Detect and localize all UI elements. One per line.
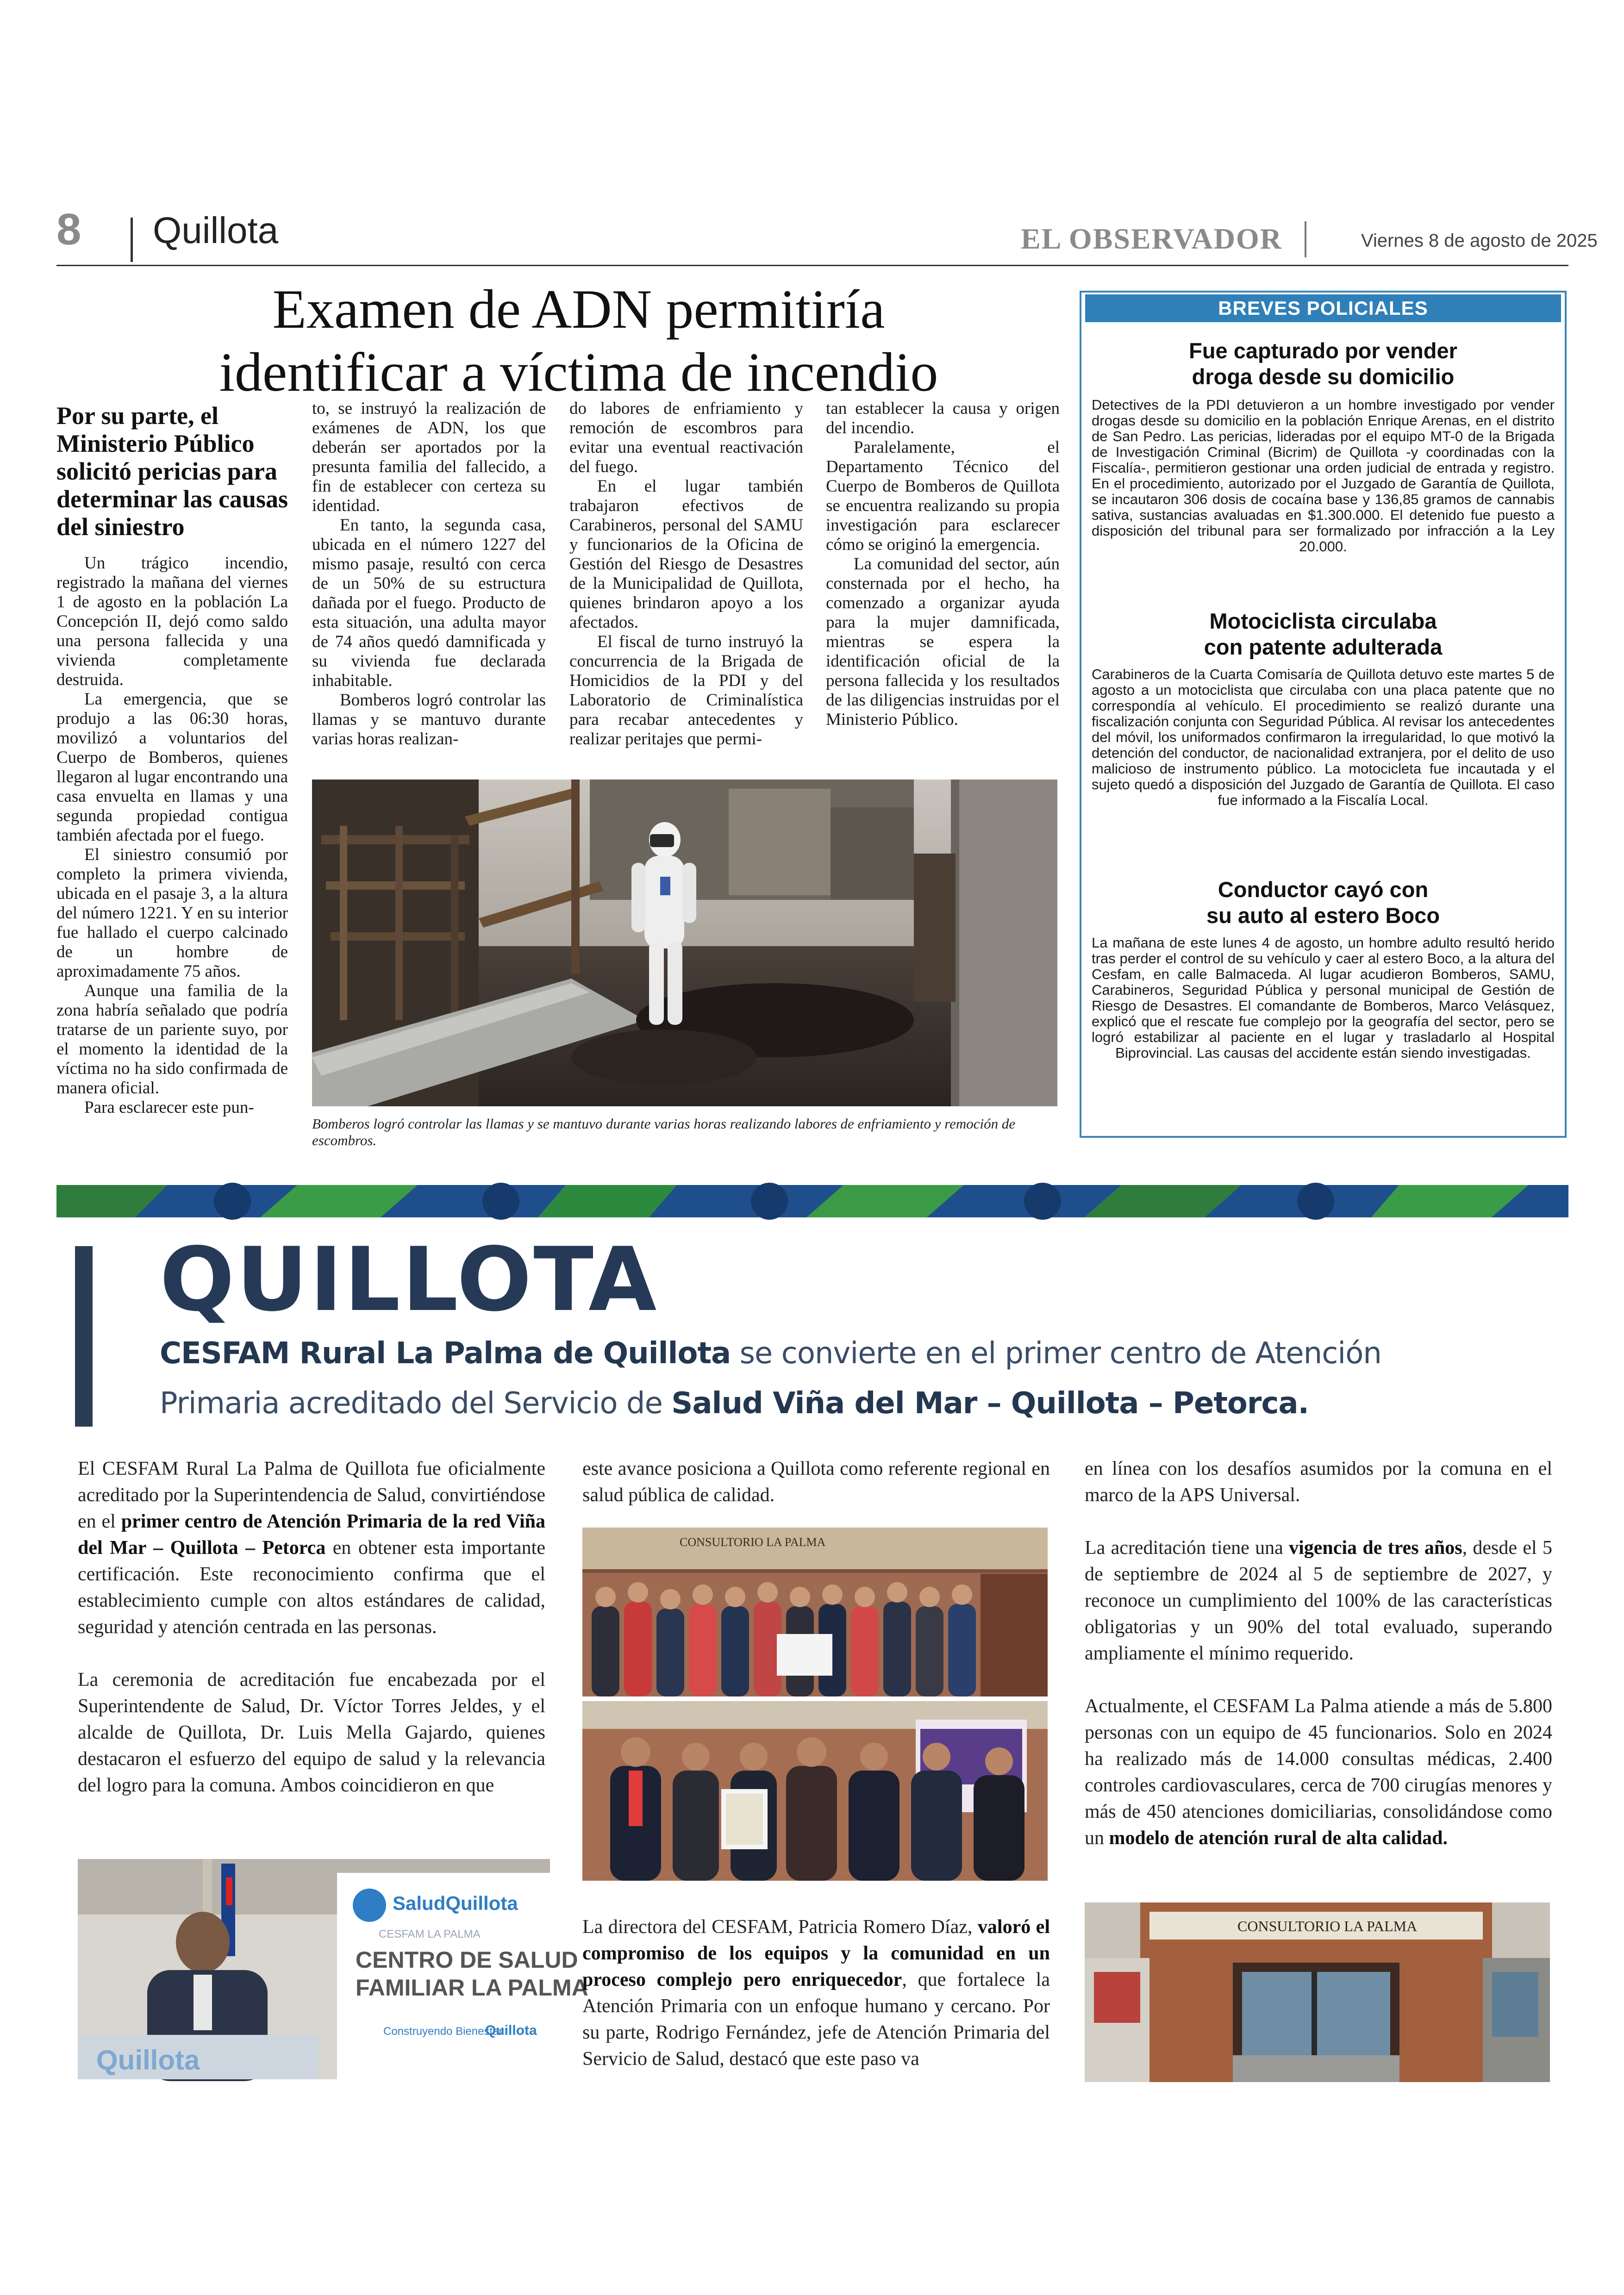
paragraph: La comunidad del sector, aún consternada por el hecho, ha comenzado a organizar ayuda para la mujer damnificada, mientras se espera la identificación oficial de la persona fallecida y los resultados de las diligencias instruidas por el Ministerio Público. bbox=[826, 555, 1060, 729]
banner-foot-b: Quillota bbox=[485, 2023, 537, 2038]
building-photo bbox=[1085, 1902, 1550, 2082]
ad-column-3 bbox=[1085, 1456, 1552, 1852]
sign-text: CONSULTORIO LA PALMA bbox=[680, 1535, 826, 1549]
paragraph: La emergencia, que se produjo a las 06:30 horas, movilizó a voluntarios del Cuerpo de Bomberos, quienes llegaron al lugar encontrando una casa envuelta en llamas y una segunda propiedad contigua también afectada por el fuego. bbox=[56, 690, 288, 845]
banner-foot-a: Construyendo Bienestar bbox=[383, 2025, 503, 2038]
ad-column-2-top bbox=[582, 1456, 1050, 1509]
brief-title-line: Fue capturado por vender bbox=[1189, 338, 1457, 363]
lectern-logo-text: Quillota bbox=[96, 2045, 200, 2076]
police-briefs-heading: BREVES POLICIALES bbox=[1085, 294, 1561, 322]
ad-subtitle-line-1 bbox=[160, 1336, 1381, 1371]
group-photo-2-illustration bbox=[582, 1701, 1048, 1881]
ad-title: QUILLOTA bbox=[160, 1229, 659, 1331]
page-number: 8 bbox=[56, 205, 81, 254]
paragraph: Un trágico incendio, registrado la mañana del viernes 1 de agosto en la población La Concepción II, dejó como saldo una persona fallecida y una vivienda completamente destruida. bbox=[56, 554, 288, 689]
brief-title-line: su auto al estero Boco bbox=[1206, 903, 1440, 928]
ad-paragraph bbox=[1085, 1535, 1552, 1667]
paragraph: En tanto, la segunda casa, ubicada en el número 1227 del mismo pasaje, resultó con cerca de un 50% de su estructura dañada por el fuego. Producto de esta situación, una adulta mayor de 74 años quedó damnificada y su vivienda fue declarada inhabitable. bbox=[312, 516, 546, 690]
paragraph: El siniestro consumió por completo la primera vivienda, ubicada en el pasaje 3, a la altura del número 1221. Y en su interior fue hallado el cuerpo calcinado de un hombre de aproximadamente 75 años. bbox=[56, 845, 288, 981]
paragraph: Bomberos logró controlar las llamas y se mantuvo durante varias horas realizan- bbox=[312, 691, 546, 748]
paragraph: tan establecer la causa y origen del incendio. bbox=[826, 399, 1060, 437]
brief-title-line: con patente adulterada bbox=[1204, 635, 1443, 659]
headline-line-1: Examen de ADN permitiría bbox=[272, 278, 885, 340]
ad-text-bold: valoró el compromiso de los equipos y la comunidad en un proceso complejo pero enriquecedor bbox=[582, 1916, 1050, 1990]
ad-column-1 bbox=[78, 1456, 545, 1799]
ad-text: El CESFAM Rural La Palma de Quillota fue oficialmente acreditado por la Superintendencia de Salud, convirtiéndose en el bbox=[78, 1458, 545, 1532]
ad-subtitle-text: se convierte en el primer centro de Atención bbox=[731, 1336, 1381, 1371]
headline-line-2: identificar a víctima de incendio bbox=[219, 341, 938, 403]
building-sign-text: CONSULTORIO LA PALMA bbox=[1237, 1918, 1418, 1934]
brief-title-line: Motociclista circulaba bbox=[1209, 609, 1437, 633]
paragraph: to, se instruyó la realización de exámenes de ADN, los que deberán ser aportados por la presunta familia del fallecido, a fin de establecer con certeza su identidad. bbox=[312, 399, 546, 515]
ad-accent-bar bbox=[75, 1246, 93, 1427]
brief-title bbox=[1092, 877, 1555, 929]
ad-text: La acreditación tiene una bbox=[1085, 1537, 1289, 1559]
paragraph: Paralelamente, el Departamento Técnico del Cuerpo de Bomberos de Quillota se encuentra realizando su propia investigación para esclarecer cómo se originó la emergencia. bbox=[826, 438, 1060, 554]
header-separator bbox=[131, 218, 133, 262]
ad-subtitle-bold: CESFAM Rural La Palma de Quillota bbox=[160, 1336, 731, 1371]
ad-paragraph bbox=[1085, 1693, 1552, 1852]
ad-text-bold: primer centro de Atención Primaria de la red Viña del Mar – Quillota – Petorca bbox=[78, 1511, 545, 1559]
banner-small: CESFAM LA PALMA bbox=[379, 1928, 481, 1940]
article-column-4 bbox=[826, 399, 1060, 730]
ad-text: Actualmente, el CESFAM La Palma atiende a más de 5.800 personas con un equipo de 45 funcionarios. Solo en 2024 ha realizado más de 14.000 consultas médicas, 2.400 controles cardiovasculares, cerca de 700 cirugías menores y más de 450 atenciones domiciliarias, consolidándose como un bbox=[1085, 1696, 1552, 1849]
article-column-2 bbox=[312, 399, 546, 749]
ad-paragraph: en línea con los desafíos asumidos por la comuna en el marco de la APS Universal. bbox=[1085, 1458, 1552, 1506]
brief-body: Detectives de la PDI detuvieron a un hombre investigado por vender drogas desde su domicilio en la población Enrique Arenas, en el distrito de San Pedro. Las pericias, lideradas por el equipo MT-0 de la Brigada de Investigación Criminal (Bicrim) de Quillota -y coordinadas con la Fiscalía-, permitieron gestionar una orden judicial de entrada y registro. En el procedimiento, autorizado por el Juzgado de Garantía de Quillota, se incautaron 306 dosis de cocaína base y 136,85 gramos de cannabis sativa, sustancias avaluadas en $1.300.000. El detenido fue puesto a disposición del tribunal para ser formalizado por infracción a la Ley 20.000. bbox=[1092, 397, 1555, 555]
ad-text: en obtener esta importante certificación. Este reconocimiento confirma que el establecimiento cumple con altos estándares de calidad, seguridad y atención centrada en las personas. bbox=[78, 1537, 545, 1638]
building-photo-illustration bbox=[1085, 1902, 1550, 2082]
brief-title bbox=[1092, 608, 1555, 660]
issue-date: Viernes 8 de agosto de 2025 bbox=[1361, 231, 1598, 251]
article-column-3 bbox=[569, 399, 803, 749]
group-photo-1 bbox=[582, 1528, 1048, 1696]
ad-text-bold: vigencia de tres años bbox=[1289, 1537, 1462, 1559]
ad-text: , desde el 5 de septiembre de 2024 al 5 de septiembre de 2027, y reconoce un cumplimiento del 100% de las características obligatorias y un 90% del total evaluado, superando ampliamente el mínimo requerido. bbox=[1085, 1537, 1552, 1664]
ad-paragraph: La ceremonia de acreditación fue encabezada por el Superintendente de Salud, Dr. Víctor Torres Jeldes, y el alcalde de Quillota, Dr. Luis Mella Gajardo, quienes destacaron el esfuerzo del equipo de salud y la relevancia del logro para la comuna. Ambos coincidieron en que bbox=[78, 1669, 545, 1796]
brief-title-line: Conductor cayó con bbox=[1218, 877, 1429, 902]
paragraph: Aunque una familia de la zona habría señalado que podría tratarse de un pariente suyo, por el momento la identidad de la víctima no ha sido confirmada de manera oficial. bbox=[56, 981, 288, 1098]
ad-text-bold: modelo de atención rural de alta calidad. bbox=[1109, 1827, 1448, 1849]
ad-text: La directora del CESFAM, Patricia Romero Díaz, bbox=[582, 1916, 978, 1938]
ad-column-2-bottom bbox=[582, 1914, 1050, 2072]
paragraph: El fiscal de turno instruyó la concurrencia de la Brigada de Homicidios de la PDI y del Laboratorio de Criminalística para recabar antecedentes y realizar peritajes que permi- bbox=[569, 632, 803, 748]
ad-subtitle-bold: Salud Viña del Mar – Quillota – Petorca. bbox=[671, 1386, 1309, 1421]
header-rule bbox=[56, 265, 1568, 266]
brief-title bbox=[1092, 338, 1555, 390]
podium-photo bbox=[78, 1859, 588, 2079]
brief-body: La mañana de este lunes 4 de agosto, un hombre adulto resultó herido tras perder el control de su vehículo y caer al estero Boco, a la altura del Cesfam, en calle Balmaceda. Al lugar acudieron Bomberos, SAMU, Carabineros, Seguridad Pública y personal municipal de Gestión de Riesgo de Desastres. El comandante de Bomberos, Marco Velásquez, explicó que el rescate fue complejo por la geografía del sector, pero se logró estabilizar al paciente en el lugar y trasladarlo al Hospital Biprovincial. Las causas del accidente están siendo investigadas. bbox=[1092, 935, 1555, 1061]
brief-title-line: droga desde su domicilio bbox=[1192, 364, 1455, 389]
photo-caption: Bomberos logró controlar las llamas y se mantuvo durante varias horas realizando labores de enfriamiento y remoción de escombros. bbox=[312, 1116, 1016, 1148]
paragraph: En el lugar también trabajaron efectivos de Carabineros, personal del SAMU y funcionarios de la Oficina de Gestión del Riesgo de Desastres de la Municipalidad de Quillota, quienes brindaron apoyo a los afectados. bbox=[569, 477, 803, 632]
decorative-band bbox=[56, 1185, 1568, 1217]
group-photo-1-illustration bbox=[582, 1528, 1048, 1696]
group-photo-2 bbox=[582, 1701, 1048, 1881]
article-headline bbox=[139, 278, 1018, 404]
banner-line-2: FAMILIAR LA PALMA bbox=[356, 1975, 588, 2001]
podium-photo-illustration bbox=[78, 1859, 588, 2079]
ad-text: , que fortalece la Atención Primaria con un enfoque humano y cercano. Por su parte, Rodrigo Fernández, jefe de Atención Primaria del Servicio de Salud, destacó que este paso va bbox=[582, 1969, 1050, 2070]
ad-subtitle-line-2 bbox=[160, 1386, 1309, 1421]
paragraph: do labores de enfriamiento y remoción de escombros para evitar una eventual reactivación del fuego. bbox=[569, 399, 803, 476]
brief-body: Carabineros de la Cuarta Comisaría de Quillota detuvo este martes 5 de agosto a un motociclista que circulaba con una placa patente que no correspondía al vehículo. El procedimiento se realizó durante una fiscalización conjunta con Seguridad Pública. Al revisar los antecedentes del móvil, los uniformados confirmaron la irregularidad, lo que motivó la detención del conductor, de nacionalidad extranjera, por el delito de uso malicioso de instrumento público. La motocicleta fue incautada y el sujeto quedó a disposición del Juzgado de Garantía de Quillota. El caso fue informado a la Fiscalía Local. bbox=[1092, 666, 1555, 808]
paragraph: Para esclarecer este pun- bbox=[84, 1098, 254, 1117]
ad-subtitle-text: Primaria acreditado del Servicio de bbox=[160, 1386, 672, 1421]
fire-scene-photo bbox=[312, 780, 1057, 1106]
banner-brand: SaludQuillota bbox=[393, 1892, 518, 1914]
section-name: Quillota bbox=[153, 210, 279, 251]
ad-paragraph bbox=[582, 1914, 1050, 2072]
ad-paragraph: este avance posiciona a Quillota como referente regional en salud pública de calidad. bbox=[582, 1458, 1050, 1506]
fire-scene-illustration bbox=[312, 780, 1057, 1106]
decorative-band-pattern bbox=[56, 1185, 1568, 1217]
ad-paragraph bbox=[78, 1456, 545, 1640]
masthead-separator bbox=[1305, 221, 1306, 257]
article-column-1 bbox=[56, 554, 288, 1117]
banner-line-1: CENTRO DE SALUD bbox=[356, 1947, 578, 1973]
masthead: EL OBSERVADOR bbox=[1021, 222, 1282, 255]
article-deck: Por su parte, el Ministerio Público solicitó pericias para determinar las causas del siniestro bbox=[56, 402, 288, 541]
